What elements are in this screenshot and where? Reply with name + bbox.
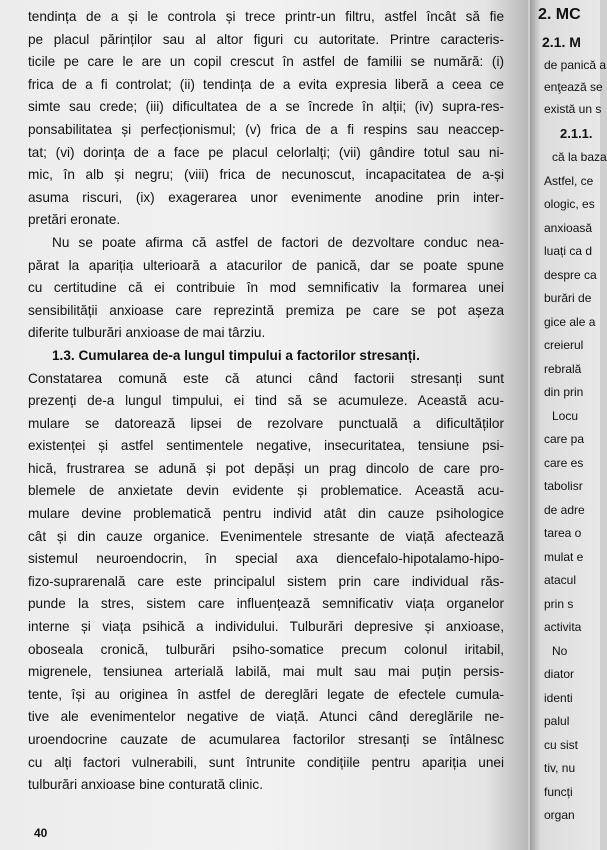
right-page-line: tarea o (544, 526, 582, 540)
text-line: cu certitudine că ei contribuie în mod semnificativ la formarea unei (28, 280, 504, 296)
right-page-line: identi (544, 690, 573, 705)
right-page-line: despre ca (544, 267, 597, 282)
text-line: ticile pe care le are un copil crescut în astfel de familii se numără: (i) (28, 54, 504, 70)
text-line: sensibilității anxioase care reprezintă premiza pe care se pot așeza (28, 302, 504, 318)
text-line: asuma riscuri, (ix) exagerarea unor evenimente anodine prin inter- (28, 189, 504, 205)
right-page-line: Locu (552, 408, 579, 423)
right-page-line: care pa (544, 432, 585, 446)
right-page-line: cu sist (544, 737, 579, 752)
right-page-line: activita (544, 620, 582, 634)
right-page-line: burări de (544, 291, 592, 305)
text-line: mulare devine problematică pentru individ atât din cauze psihologice (28, 506, 504, 522)
right-page-line: anxioasă (544, 220, 593, 235)
text-line: sistemul neuroendocrin, în special axa diencefalo-hipotalamo-hipo- (28, 551, 504, 567)
chapter-heading: 2. MC (538, 6, 581, 23)
text-line: interne și viața psihică a individului. Tulburări depresive și anxioase, (28, 619, 504, 635)
right-page (530, 0, 607, 850)
right-page-line: tiv, nu (544, 761, 576, 775)
right-page-line: atacul (544, 573, 577, 587)
right-page-line: ologic, es (544, 197, 595, 211)
text-line: punde la stres, sistem care influențează semnificativ viața organelor (28, 596, 504, 612)
text-line: tat; (vi) dorința de a face pe placul celorlalți; (vii) gândire totul sau ni- (28, 144, 504, 160)
right-page-line: No (552, 643, 568, 658)
text-line: migrenele, tensiunea arterială labilă, mai mult sau mai puțin persis- (28, 664, 504, 680)
text-line: existenței și astfel sentimentele negative, insecuritatea, tensiune psi- (28, 438, 504, 454)
right-page-line: tabolisr (544, 479, 583, 493)
text-line: Constatarea comună este că atunci când factorii stresanți sunt (28, 370, 504, 386)
right-page-line: Astfel, ce (544, 173, 594, 188)
right-page-line: funcți (544, 784, 573, 799)
text-line: părat la apariția ulterioară a atacurilor de panică, dar se poate spune (28, 257, 504, 273)
right-page-line: enţează se (544, 80, 603, 94)
text-line: blemele de anxietate devin evidente și problematice. Această acu- (28, 483, 504, 499)
right-page-line: gice ale a (544, 314, 596, 329)
right-page-line: luați ca d (544, 244, 593, 258)
text-line: mulare se datorează lipsei de rezolvare punctuală a dificultăților (28, 415, 504, 431)
text-line: hică, frustrarea se adună și pot depăși un prag dincolo de care pro- (28, 460, 504, 476)
text-line: simte sau crede; (iii) dificultatea de a se încrede în alții; (iv) supra-res- (28, 99, 504, 115)
section-heading: 2.1. M (542, 34, 581, 50)
text-line: tulburări anxioase bine conturată clinic. (28, 777, 264, 793)
body-text (28, 6, 504, 797)
right-page-line: există un s (544, 102, 602, 116)
right-page-line: rebrală (544, 361, 582, 376)
text-line: mic, în alb și negru; (viii) frica de necunoscut, incapacitatea de a-și (28, 167, 504, 183)
right-page-line: că la baza (552, 150, 607, 164)
text-line: oboseala cronică, tulburări psiho-somatice precum colonul iritabil, (28, 641, 504, 657)
text-line: cu alți factori vulnerabili, sunt întrunite condițiile pentru apariția unei (28, 754, 504, 770)
text-line: prezenți de-a lungul timpului, ei tind să se acumuleze. Această acu- (28, 393, 504, 409)
right-page-line: palul (544, 714, 570, 728)
text-line: cât și din cauze organice. Evenimentele stresante de viață afectează (28, 528, 504, 544)
text-line: fizo-suprarenală care este principalul sistem prin care individual răs- (28, 573, 504, 589)
text-line: Nu se poate afirma că astfel de factori de dezvoltare conduc nea- (52, 234, 504, 250)
subsection-heading: 2.1.1. (560, 126, 593, 141)
right-page-line: care es (544, 455, 584, 470)
right-page-line: de adre (544, 502, 585, 517)
text-line: pretări eronate. (28, 212, 121, 228)
right-page-line: diator (544, 667, 575, 681)
text-line: tive ale evenimentelor negative de viață. Atunci când dereglările ne- (28, 709, 504, 725)
text-line: ponsabilitatea și perfecționismul; (v) frica de a fi respins sau neaccep- (28, 121, 504, 137)
right-page-line: de panică a (544, 58, 607, 72)
text-line: pe placul părinților sau al altor figuri cu autoritate. Printre caracteris- (28, 31, 504, 47)
right-page-line: mulat e (544, 549, 584, 564)
right-page-line: creierul (544, 338, 584, 352)
text-line: uroendocrine cauzate de acumularea factorilor stresanți se întâlnesc (28, 732, 504, 747)
right-page-line: din prin (544, 385, 584, 399)
right-page-line: prin s (544, 596, 574, 611)
text-line: frica de a fi controlat; (ii) tendința de a evita expresia liberă a ceea ce (28, 76, 504, 92)
right-page-line: organ (544, 808, 575, 822)
page-number: 40 (34, 826, 48, 840)
text-line: tendința de a și le controla și trece printr-un filtru, astfel încât să fie (28, 9, 504, 24)
text-line: diferite tulburări anxioase de mai târziu. (28, 325, 266, 341)
section-heading: 1.3. Cumularea de-a lungul timpului a factorilor stresanți. (52, 347, 420, 363)
text-line: tente, își au originea în astfel de dereglări legate de efectele cumula- (28, 686, 504, 702)
